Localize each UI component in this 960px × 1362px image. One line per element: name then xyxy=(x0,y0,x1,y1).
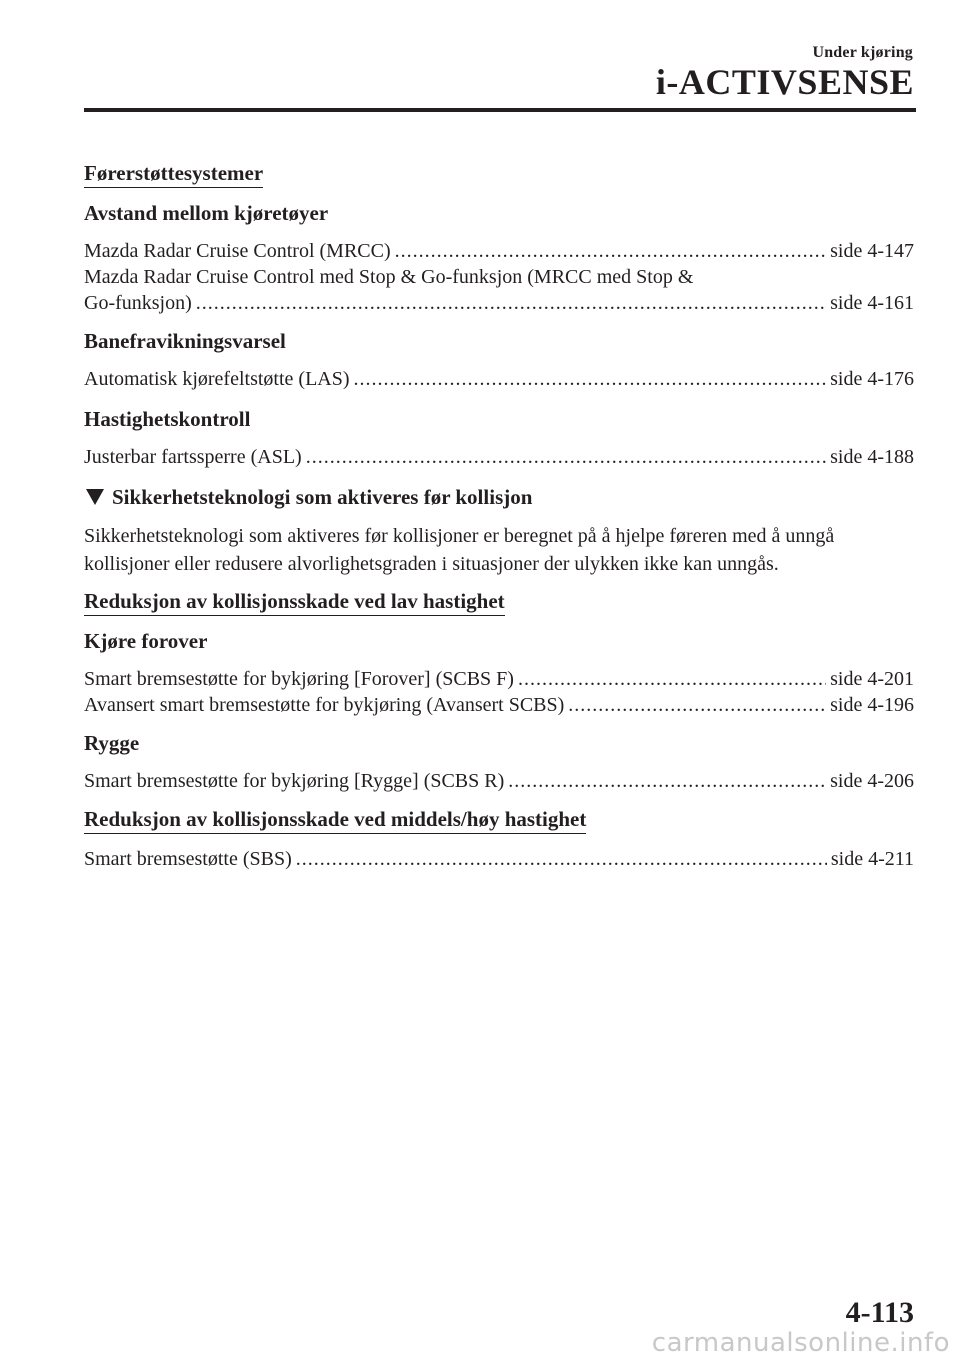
toc-entry-text: Avansert smart bremsestøtte for bykjøring (Avansert SCBS) xyxy=(84,694,565,716)
toc-leader-dots xyxy=(306,444,826,470)
toc-entry-sbs[interactable] xyxy=(84,846,914,872)
toc-leader-dots xyxy=(196,290,826,316)
page-number: 4-113 xyxy=(845,1296,914,1329)
group-title-distance: Avstand mellom kjøretøyer xyxy=(84,201,329,225)
section-heading-mid-high-speed: Reduksjon av kollisjonsskade ved middels/høy hastighet xyxy=(84,806,586,834)
collision-heading-text: Sikkerhetsteknologi som aktiveres før kollisjon xyxy=(112,485,533,509)
toc-leader-dots xyxy=(568,692,826,718)
group-title-forward: Kjøre forover xyxy=(84,629,208,653)
toc-entry-mrcc-stop-go[interactable] xyxy=(84,290,914,316)
toc-entry-text: Smart bremsestøtte for bykjøring [Forover] (SCBS F) xyxy=(84,668,514,690)
toc-leader-dots xyxy=(296,846,827,872)
toc-entry-page: side 4-201 xyxy=(830,668,914,690)
toc-entry-mrcc[interactable] xyxy=(84,238,914,264)
toc-entry-text: Mazda Radar Cruise Control (MRCC) xyxy=(84,240,391,262)
watermark[interactable]: carmanualsonline.info xyxy=(651,1328,950,1358)
toc-entry-page: side 4-161 xyxy=(830,292,914,314)
toc-entry-page: side 4-211 xyxy=(830,848,914,870)
running-header-section: Under kjøring xyxy=(812,44,913,61)
toc-entry-scbs-f[interactable] xyxy=(84,666,914,692)
toc-entry-page: side 4-196 xyxy=(830,694,914,716)
toc-leader-dots xyxy=(518,666,826,692)
toc-leader-dots xyxy=(354,366,827,392)
toc-entry-mrcc-stop-go-line1: Mazda Radar Cruise Control med Stop & Go-funksjon (MRCC med Stop & xyxy=(84,266,694,288)
section-heading-driver-support: Førerstøttesystemer xyxy=(84,160,263,188)
toc-entry-text: Justerbar fartssperre (ASL) xyxy=(84,446,302,468)
toc-entry-page: side 4-188 xyxy=(830,446,914,468)
toc-leader-dots xyxy=(395,238,826,264)
toc-entry-advanced-scbs[interactable] xyxy=(84,692,914,718)
toc-entry-text: Automatisk kjørefeltstøtte (LAS) xyxy=(84,368,350,390)
section-heading-low-speed: Reduksjon av kollisjonsskade ved lav hastighet xyxy=(84,588,505,616)
toc-entry-page: side 4-176 xyxy=(830,368,914,390)
collision-paragraph: Sikkerhetsteknologi som aktiveres før kollisjoner er beregnet på å hjelpe føreren med å unngå kollisjoner eller redusere alvorlighetsgraden i situasjoner der ulykken ikke kan unngås. xyxy=(84,525,835,575)
toc-entry-page: side 4-206 xyxy=(830,770,914,792)
group-title-lane-departure: Banefravikningsvarsel xyxy=(84,329,286,353)
toc-entry-page: side 4-147 xyxy=(830,240,914,262)
collision-heading xyxy=(84,484,914,510)
page-content xyxy=(84,160,914,872)
group-title-speed-control: Hastighetskontroll xyxy=(84,407,251,431)
toc-entry-text: Smart bremsestøtte (SBS) xyxy=(84,848,292,870)
toc-entry-scbs-r[interactable] xyxy=(84,768,914,794)
group-title-reverse: Rygge xyxy=(84,731,140,755)
toc-leader-dots xyxy=(508,768,826,794)
triangle-down-icon xyxy=(86,489,104,505)
running-header-chapter: i-ACTIVSENSE xyxy=(655,62,914,102)
toc-entry-asl[interactable] xyxy=(84,444,914,470)
toc-entry-text: Smart bremsestøtte for bykjøring [Rygge] (SCBS R) xyxy=(84,770,505,792)
header-rule xyxy=(84,108,916,112)
toc-entry-las[interactable] xyxy=(84,366,914,392)
toc-entry-text: Go-funksjon) xyxy=(84,292,192,314)
